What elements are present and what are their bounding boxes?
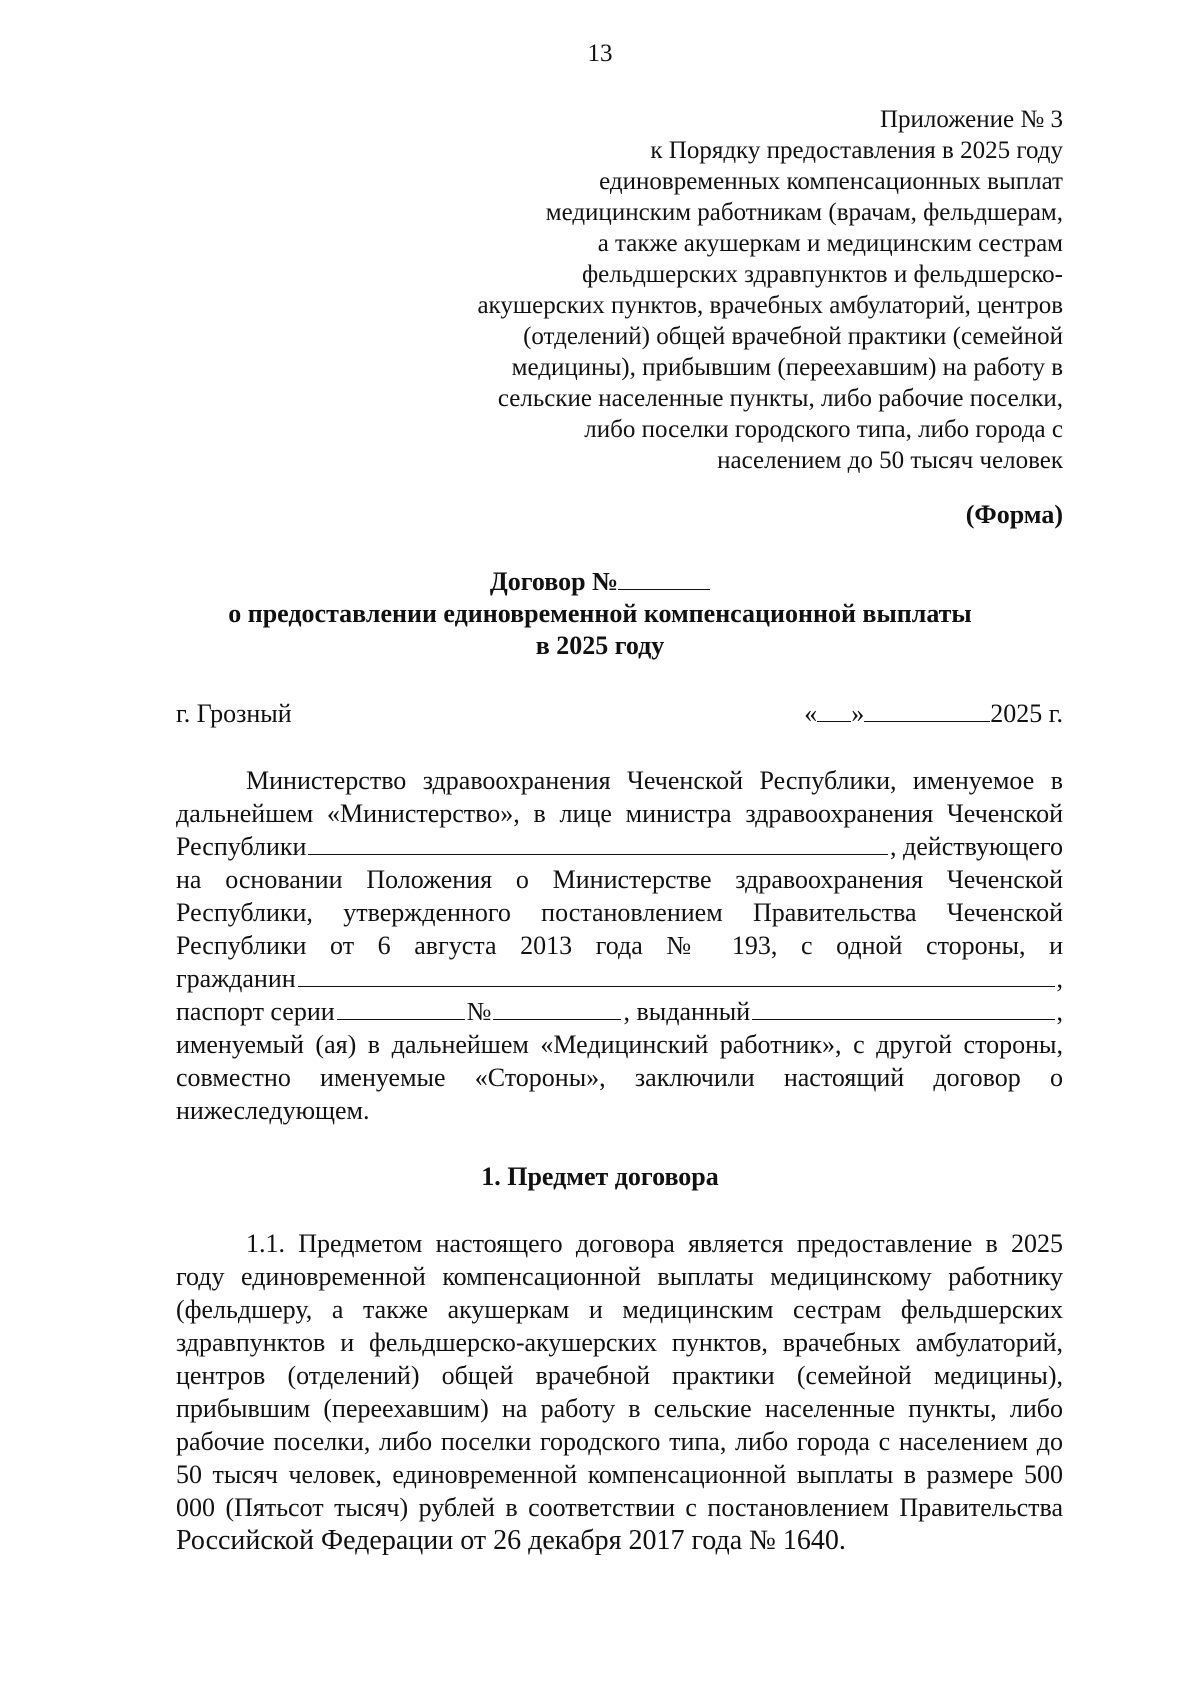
text-fragment: ,	[1056, 997, 1063, 1026]
text-fragment: ,	[1056, 964, 1063, 993]
date-year: 2025 г.	[990, 699, 1063, 728]
city: г. Грозный	[176, 699, 292, 728]
text-line: Российской Федерации от 26 декабря 2017 года № 1640.	[176, 1525, 846, 1556]
date-field	[804, 699, 1063, 729]
contract-title	[0, 566, 1200, 662]
text-line: Республики от 6 августа 2013 года № 193, с одной стороны, и	[176, 931, 1063, 960]
form-label: (Форма)	[965, 500, 1063, 529]
text-fragment: , действующего	[890, 832, 1063, 861]
text-line: 1.1. Предметом настоящего договора является предоставление в 2025	[246, 1229, 1063, 1258]
appendix-line: Приложение № 3	[879, 106, 1063, 133]
section1-paragraph	[176, 1227, 1063, 1557]
text-fragment: гражданин	[176, 964, 296, 993]
passport-series-blank[interactable]	[337, 997, 465, 1020]
contract-title-line3: в 2025 году	[535, 631, 665, 660]
passport-issuer-blank[interactable]	[752, 997, 1054, 1020]
text-line: году единовременной компенсационной выплаты медицинскому работнику	[176, 1262, 1063, 1291]
contract-title-line2: о предоставлении единовременной компенсационной выплаты	[228, 599, 972, 628]
appendix-line: либо поселки городского типа, либо города с	[584, 416, 1063, 443]
text-line	[176, 830, 1063, 863]
section-title: 1. Предмет договора	[481, 1162, 719, 1191]
contract-number-blank[interactable]	[618, 567, 710, 590]
text-line	[176, 962, 1063, 995]
appendix-header	[423, 104, 1063, 476]
appendix-line: медицинским работникам (врачам, фельдшерам,	[545, 199, 1063, 226]
text-line: (фельдшеру, а также акушеркам и медицинским сестрам фельдшерских	[176, 1295, 1063, 1324]
page-number: 13	[587, 40, 613, 67]
day-blank[interactable]	[817, 699, 851, 722]
passport-number-blank[interactable]	[493, 997, 621, 1020]
appendix-line: фельдшерских здравпунктов и фельдшерско-	[581, 261, 1063, 288]
citizen-name-blank[interactable]	[298, 964, 1055, 987]
text-line: совместно именуемые «Стороны», заключили настоящий договор о	[176, 1063, 1063, 1092]
text-line: Республики, утвержденного постановлением Правительства Чеченской	[176, 898, 1063, 927]
text-line: 000 (Пятьсот тысяч) рублей в соответствии с постановлением Правительства	[176, 1493, 1063, 1522]
text-line: здравпунктов и фельдшерско-акушерских пунктов, врачебных амбулаторий,	[176, 1328, 1063, 1357]
text-line: дальнейшем «Министерство», в лице министра здравоохранения Чеченской	[176, 799, 1063, 828]
month-blank[interactable]	[864, 699, 990, 722]
text-line: прибывшим (переехавшим) на работу в сельские населенные пункты, либо	[176, 1394, 1063, 1423]
text-fragment: №	[466, 997, 492, 1026]
preamble-paragraph	[176, 764, 1063, 1127]
text-fragment: , выданный	[623, 997, 751, 1026]
appendix-line: сельские населенные пункты, либо рабочие поселки,	[497, 385, 1063, 412]
appendix-line: а также акушеркам и медицинским сестрам	[597, 230, 1063, 257]
minister-name-blank[interactable]	[308, 832, 888, 855]
contract-title-line1	[0, 566, 1200, 598]
text-line: рабочие поселки, либо поселки городского типа, либо города с населением до	[176, 1427, 1063, 1456]
date-open-quote: «	[804, 699, 818, 728]
city-date-row	[176, 699, 1063, 729]
text-fragment: Республики	[176, 832, 307, 861]
appendix-line: населением до 50 тысяч человек	[717, 447, 1063, 474]
appendix-line: к Порядку предоставления в 2025 году	[650, 137, 1063, 164]
text-line	[176, 995, 1063, 1028]
text-line: 50 тысяч человек, единовременной компенсационной выплаты в размере 500	[176, 1460, 1063, 1489]
contract-number-label: Договор №	[489, 567, 619, 596]
text-fragment: паспорт серии	[176, 997, 335, 1026]
text-line: именуемый (ая) в дальнейшем «Медицинский работник», с другой стороны,	[176, 1030, 1063, 1059]
text-line: центров (отделений) общей врачебной практики (семейной медицины),	[176, 1361, 1063, 1390]
text-line: на основании Положения о Министерстве здравоохранения Чеченской	[176, 865, 1063, 894]
appendix-line: единовременных компенсационных выплат	[599, 168, 1063, 195]
appendix-line: (отделений) общей врачебной практики (семейной	[523, 323, 1063, 350]
appendix-line: медицины), прибывшим (переехавшим) на работу в	[511, 354, 1063, 381]
text-line: Министерство здравоохранения Чеченской Республики, именуемое в	[246, 766, 1063, 795]
appendix-line: акушерских пунктов, врачебных амбулаторий, центров	[477, 292, 1063, 319]
text-line: нижеследующем.	[176, 1096, 370, 1125]
date-close-quote: »	[851, 699, 865, 728]
